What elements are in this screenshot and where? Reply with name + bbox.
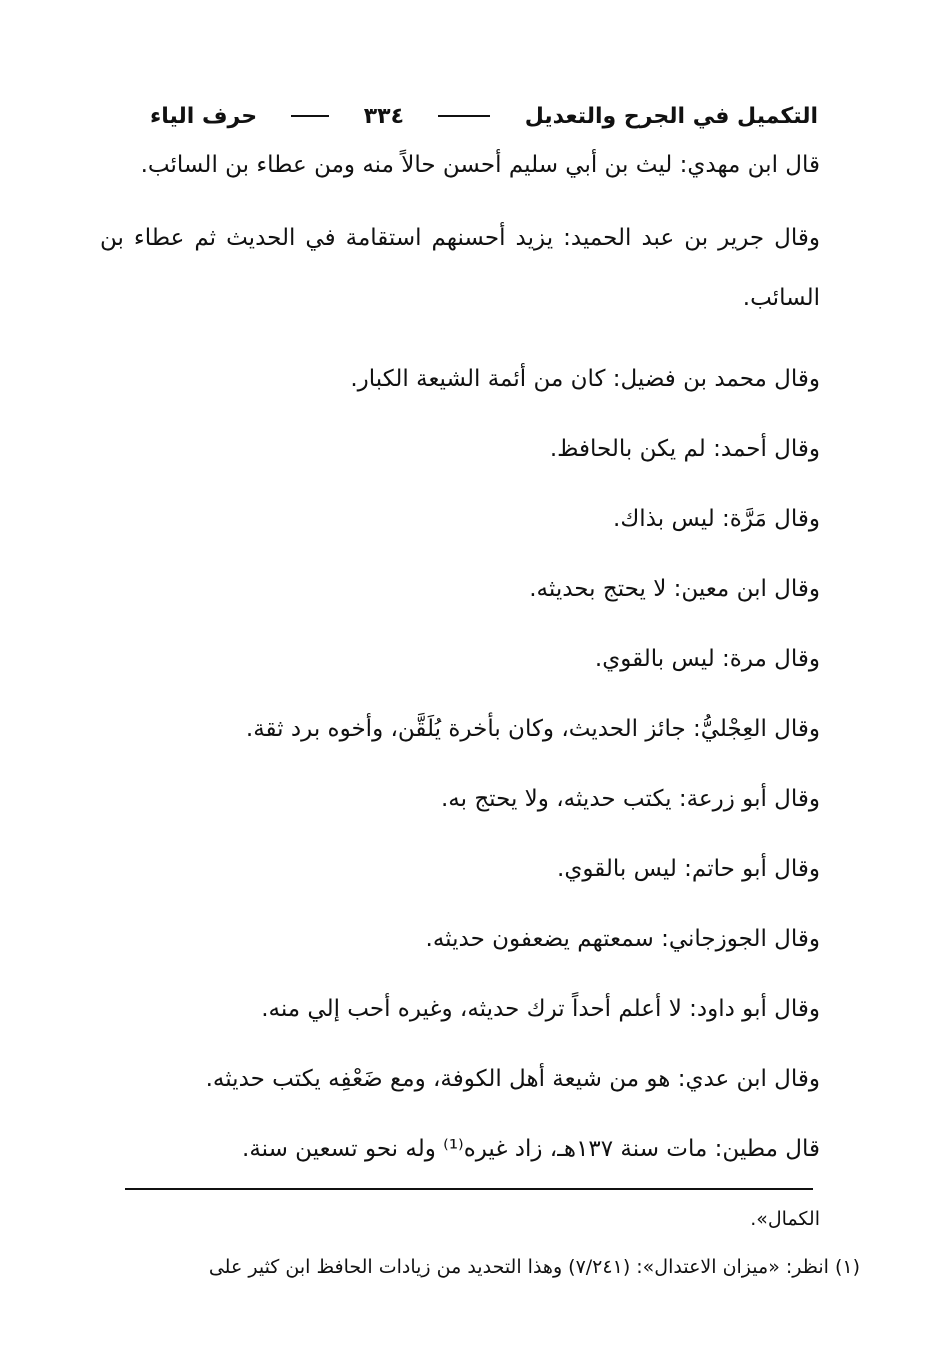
paragraph: وقال ابن معين: لا يحتج بحديثه. — [529, 576, 820, 602]
paragraph: وقال مرة: ليس بالقوي. — [594, 646, 820, 672]
paragraph: وقال أبو حاتم: ليس بالقوي. — [557, 856, 820, 882]
paragraph: وقال محمد بن فضيل: كان من أئمة الشيعة الكبار. — [350, 366, 820, 392]
chapter-title: حرف الياء — [150, 103, 258, 129]
paragraph: وقال أحمد: لم يكن بالحافظ. — [549, 436, 820, 462]
header-dash — [291, 115, 329, 117]
paragraph: وقال مَرَّة: ليس بذاك. — [613, 506, 820, 532]
paragraph: وقال العِجْليُّ: جائز الحديث، وكان بأخرة يُلَقَّن، وأخوه برد ثقة. — [245, 716, 820, 742]
paragraph: وقال أبو زرعة: يكتب حديثه، ولا يحتج به. — [440, 786, 820, 812]
paragraph: وقال أبو داود: لا أعلم أحداً ترك حديثه، وغيره أحب إلي منه. — [261, 996, 820, 1022]
footnote-separator — [125, 1188, 813, 1190]
book-title: التكميل في الجرح والتعديل — [524, 103, 818, 129]
footnotes — [125, 1205, 860, 1301]
main-text — [100, 148, 820, 1166]
paragraph: وقال ابن عدي: هو من شيعة أهل الكوفة، ومع ضَعْفِه يكتب حديثه. — [205, 1066, 820, 1092]
page-number: ٣٣٤ — [363, 103, 405, 129]
footnote-continuation: الكمال». — [750, 1208, 820, 1230]
paragraph: قال مطين: مات سنة ١٣٧هـ، زاد غيره⁽¹⁾ وله نحو تسعين سنة. — [242, 1136, 820, 1162]
paragraph: وقال جرير بن عبد الحميد: يزيد أحسنهم استقامة في الحديث ثم عطاء بن السائب. — [100, 225, 820, 311]
paragraph: وقال الجوزجاني: سمعتهم يضعفون حديثه. — [425, 926, 820, 952]
running-header — [150, 96, 818, 136]
header-dash — [438, 115, 490, 117]
footnote: (١) انظر: «ميزان الاعتدال»: (٧/٢٤١) وهذا التحديد من زيادات الحافظ ابن كثير على — [208, 1256, 860, 1278]
paragraph: قال ابن مهدي: ليث بن أبي سليم أحسن حالاً منه ومن عطاء بن السائب. — [140, 152, 820, 178]
